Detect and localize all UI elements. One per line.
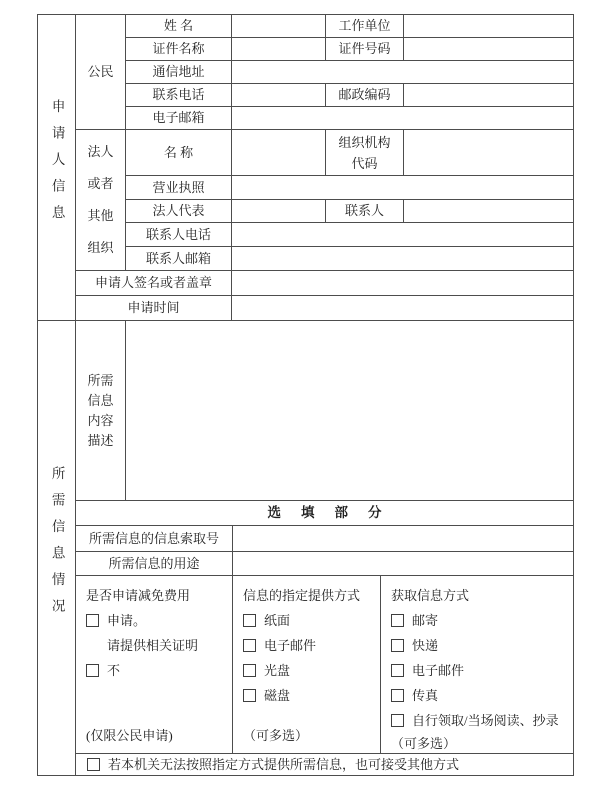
desc-label-line: 内容: [87, 412, 114, 428]
field-value-phone: [232, 84, 326, 107]
fee-option-apply-note: 请提供相关证明: [107, 638, 199, 653]
group-label-legal-entity: [76, 130, 126, 271]
checkbox-icon: [243, 689, 256, 702]
other-way-note-cell: [76, 754, 574, 776]
obtain-option-self-pickup: [391, 708, 559, 733]
legal-group-line: 或者: [87, 176, 114, 191]
label-org-name: 名 称: [126, 130, 232, 176]
checkbox-icon: [86, 664, 99, 677]
other-way-note-text: 若本机关无法按照指定方式提供所需信息，也可接受其他方式: [108, 756, 460, 772]
fee-waiver-cell: [76, 576, 233, 754]
checkbox-icon: [391, 664, 404, 677]
obtain-option-label: 快递: [412, 638, 439, 653]
checkbox-icon: [391, 639, 404, 652]
label-email: 电子邮箱: [126, 107, 232, 130]
fee-option-no-label: 不: [107, 663, 121, 678]
section-title-required-info: [38, 321, 76, 776]
label-signature: 申请人签名或者盖章: [76, 271, 232, 296]
label-business-license: 营业执照: [126, 176, 232, 200]
desc-label-line: 所需: [87, 372, 114, 388]
label-purpose: 所需信息的用途: [76, 552, 233, 576]
label-info-description: [76, 321, 126, 501]
checkbox-icon: [243, 664, 256, 677]
obtain-option-label: 电子邮件: [412, 663, 465, 678]
desc-label-line: 描述: [87, 432, 114, 448]
field-value-contact-email: [232, 247, 574, 271]
obtain-option-email: [391, 658, 464, 683]
desc-label-line: 信息: [87, 392, 114, 408]
fee-waiver-title: 是否申请减免费用: [86, 588, 191, 603]
field-value-purpose: [233, 552, 574, 576]
field-value-cert-number: [404, 38, 574, 61]
field-value-business-license: [232, 176, 574, 200]
legal-group-line: 组织: [87, 240, 114, 255]
provide-option-label: 电子邮件: [264, 638, 317, 653]
field-value-legal-rep: [232, 200, 326, 223]
label-apply-time: 申请时间: [76, 296, 232, 321]
field-value-signature: [232, 271, 574, 296]
provide-option-label: 纸面: [264, 613, 291, 628]
provide-option-email: [243, 633, 316, 658]
field-value-address: [232, 61, 574, 84]
provide-option-label: 光盘: [264, 663, 291, 678]
label-work-unit: 工作单位: [326, 15, 404, 38]
fee-option-apply-label: 申请。: [107, 613, 147, 628]
legal-group-line: 其他: [87, 208, 114, 223]
field-value-contact-person: [404, 200, 574, 223]
field-value-info-description: [126, 321, 574, 501]
label-org-code: [326, 130, 404, 176]
field-value-contact-phone: [232, 223, 574, 247]
section-title-applicant: [38, 15, 76, 321]
provide-method-title: 信息的指定提供方式: [243, 588, 361, 603]
section-title-required-info-text: 所需信息情况: [49, 466, 65, 626]
section-title-applicant-text: 申请人信息: [49, 98, 65, 232]
field-value-org-code: [404, 130, 574, 176]
label-request-number: 所需信息的信息索取号: [76, 526, 233, 552]
label-postal-code: 邮政编码: [326, 84, 404, 107]
obtain-option-express: [391, 633, 438, 658]
label-legal-rep: 法人代表: [126, 200, 232, 223]
field-value-postal-code: [404, 84, 574, 107]
checkbox-icon: [243, 639, 256, 652]
field-value-apply-time: [232, 296, 574, 321]
field-value-org-name: [232, 130, 326, 176]
optional-part-header: [76, 501, 574, 526]
checkbox-icon: [87, 758, 100, 771]
provide-option-label: 磁盘: [264, 688, 291, 703]
obtain-option-label: 传真: [412, 688, 439, 703]
fee-waiver-footer: (仅限公民申请): [86, 728, 173, 743]
checkbox-icon: [391, 714, 404, 727]
obtain-method-cell: [381, 576, 574, 754]
group-label-citizen: 公民: [76, 15, 126, 130]
org-code-line: 代码: [351, 155, 378, 171]
provide-option-paper: [243, 608, 290, 633]
obtain-option-mail: [391, 608, 438, 633]
obtain-option-label: 自行领取/当场阅读、抄录: [412, 713, 559, 728]
required-info-table: [37, 320, 574, 776]
legal-group-line: 法人: [87, 144, 114, 159]
provide-method-cell: [233, 576, 381, 754]
obtain-option-label: 邮寄: [412, 613, 439, 628]
field-value-work-unit: [404, 15, 574, 38]
application-form: [37, 14, 574, 776]
label-contact-person: 联系人: [326, 200, 404, 223]
provide-method-footer: （可多选）: [243, 728, 309, 743]
provide-option-disk: [243, 683, 290, 708]
obtain-method-footer: （可多选）: [391, 736, 457, 751]
checkbox-icon: [86, 614, 99, 627]
fee-option-no: [86, 658, 120, 683]
field-value-cert-name: [232, 38, 326, 61]
checkbox-icon: [391, 614, 404, 627]
field-value-request-number: [233, 526, 574, 552]
obtain-method-title: 获取信息方式: [391, 588, 470, 603]
checkbox-icon: [243, 614, 256, 627]
label-cert-number: 证件号码: [326, 38, 404, 61]
applicant-info-table: [37, 14, 574, 321]
optional-part-header-text: 选填部分: [267, 504, 402, 520]
label-contact-email: 联系人邮箱: [126, 247, 232, 271]
label-name: 姓 名: [126, 15, 232, 38]
org-code-line: 组织机构: [338, 134, 391, 150]
label-phone: 联系电话: [126, 84, 232, 107]
checkbox-icon: [391, 689, 404, 702]
field-value-name: [232, 15, 326, 38]
label-cert-name: 证件名称: [126, 38, 232, 61]
provide-option-cd: [243, 658, 290, 683]
obtain-option-fax: [391, 683, 438, 708]
field-value-email: [232, 107, 574, 130]
label-contact-phone: 联系人电话: [126, 223, 232, 247]
fee-option-apply: [86, 608, 146, 633]
label-address: 通信地址: [126, 61, 232, 84]
